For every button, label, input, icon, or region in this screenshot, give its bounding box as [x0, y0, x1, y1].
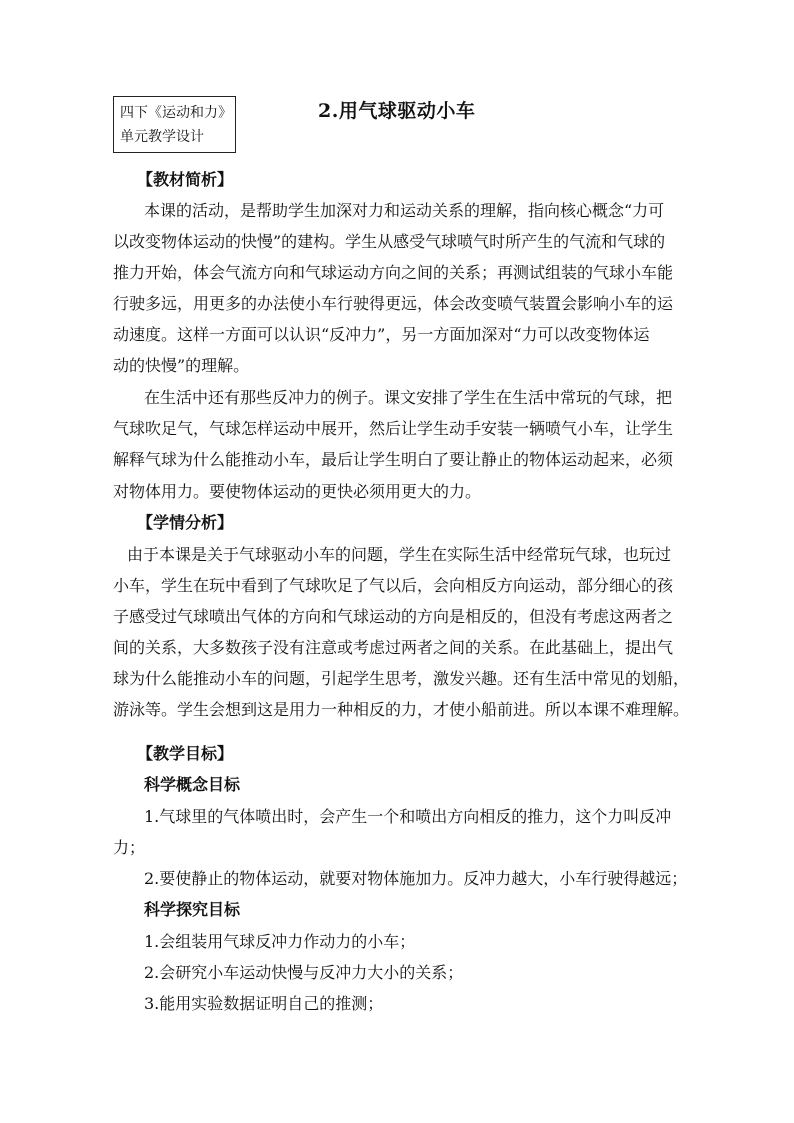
paragraph-line: 本课的活动，是帮助学生加深对力和运动关系的理解，指向核心概念“力可 [144, 201, 665, 220]
paragraph-line: 解释气球为什么能推动小车，最后让学生明白了要让静止的物体运动起来，必须 [113, 450, 674, 469]
paragraph-line: 小车，学生在玩中看到了气球吹足了气以后，会向相反方向运动，部分细心的孩 [113, 576, 674, 595]
goal-line: 力； [113, 838, 146, 857]
paragraph-line: 在生活中还有那些反冲力的例子。课文安排了学生在生活中常玩的气球，把 [144, 388, 673, 407]
unit-label-box [113, 96, 236, 153]
paragraph-line: 气球吹足气，气球怎样运动中展开，然后让学生动手安装一辆喷气小车，让学生 [113, 419, 674, 438]
paragraph-line: 推力开始，体会气流方向和气球运动方向之间的关系；再测试组装的气球小车能 [113, 263, 674, 282]
goal-line: 1.气球里的气体喷出时，会产生一个和喷出方向相反的推力，这个力叫反冲 [144, 807, 672, 826]
lesson-title: 2.用气球驱动小车 [318, 100, 476, 122]
unit-label-line2: 单元教学设计 [120, 129, 204, 145]
section-heading-textbook-analysis: 【教材简析】 [137, 170, 234, 189]
paragraph-line: 对物体用力。要使物体运动的更快必须用更大的力。 [113, 482, 482, 501]
paragraph-line: 游泳等。学生会想到这是用力一种相反的力，才使小船前进。所以本课不难理解。 [113, 700, 690, 719]
subheading-concept-goals: 科学概念目标 [144, 775, 241, 794]
goal-line: 2.要使静止的物体运动，就要对物体施加力。反冲力越大，小车行驶得越远； [144, 869, 688, 888]
paragraph-line: 动速度。这样一方面可以认识“反冲力”，另一方面加深对“力可以改变物体运 [113, 325, 650, 344]
paragraph-line: 动的快慢”的理解。 [113, 356, 250, 375]
paragraph-line: 以改变物体运动的快慢”的建构。学生从感受气球喷气时所产生的气流和气球的 [113, 232, 666, 251]
goal-line: 3.能用实验数据证明自己的推测； [144, 994, 384, 1013]
goal-line: 1.会组装用气球反冲力作动力的小车； [144, 932, 416, 951]
paragraph-line: 间的关系，大多数孩子没有注意或考虑过两者之间的关系。在此基础上，提出气 [113, 638, 674, 657]
subheading-inquiry-goals: 科学探究目标 [144, 900, 241, 919]
paragraph-line: 行驶多远，用更多的办法使小车行驶得更远，体会改变喷气装置会影响小车的运 [113, 294, 674, 313]
unit-label-line1: 四下《运动和力》 [120, 105, 232, 121]
paragraph-line: 由于本课是关于气球驱动小车的问题，学生在实际生活中经常玩气球，也玩过 [127, 545, 672, 564]
paragraph-line: 子感受过气球喷出气体的方向和气球运动的方向是相反的，但没有考虑这两者之 [113, 607, 674, 626]
section-heading-teaching-goals: 【教学目标】 [137, 744, 234, 763]
section-heading-student-analysis: 【学情分析】 [137, 513, 234, 532]
goal-line: 2.会研究小车运动快慢与反冲力大小的关系； [144, 963, 464, 982]
paragraph-line: 球为什么能推动小车的问题，引起学生思考，激发兴趣。还有生活中常见的划船， [113, 669, 690, 688]
